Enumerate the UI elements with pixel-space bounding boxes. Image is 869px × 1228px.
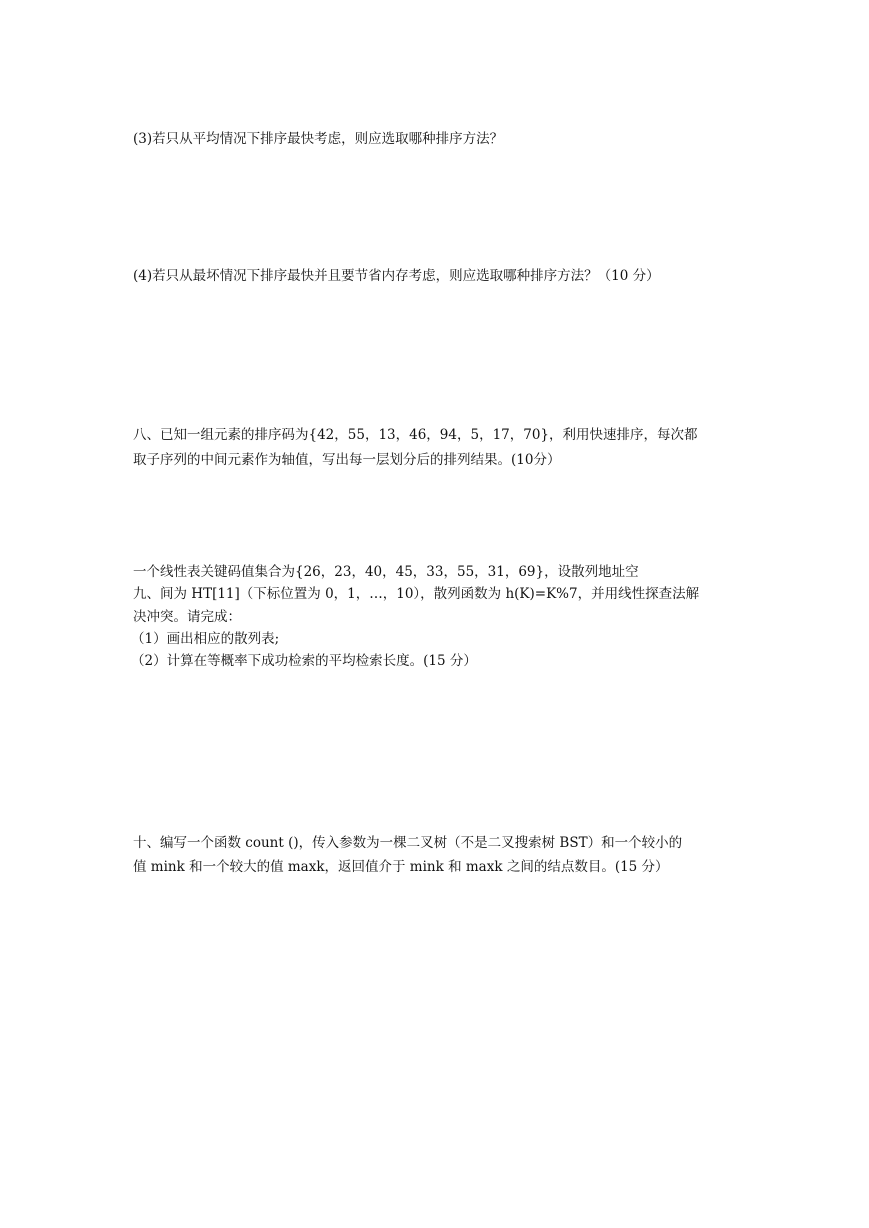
question-8-line-2: 取子序列的中间元素作为轴值，写出每一层划分后的排列结果。(10分）: [133, 452, 561, 468]
question-9-subquestion-2: （2）计算在等概率下成功检索的平均检索长度。(15 分）: [131, 653, 477, 669]
question-9-line-3: 决冲突。请完成：: [133, 609, 241, 625]
question-7-part-3: (3)若只从平均情况下排序最快考虑，则应选取哪种排序方法？: [133, 131, 504, 147]
question-10-line-1: 十、编写一个函数 count ()，传入参数为一棵二叉树（不是二叉搜索树 BST）和一个较小的: [133, 835, 683, 851]
question-9-line-1: 一个线性表关键码值集合为{26，23，40，45，33，55，31，69}，设散列地址空: [133, 564, 639, 580]
question-7-part-4: (4)若只从最坏情况下排序最快并且要节省内存考虑，则应选取哪种排序方法？（10 分）: [133, 268, 660, 284]
question-9-subquestion-1: （1）画出相应的散列表;: [131, 631, 280, 647]
question-9-line-2: 九、间为 HT[11]（下标位置为 0，1，…，10），散列函数为 h(K)=K%7，并用线性探查法解: [133, 586, 700, 602]
question-10-line-2: 值 mink 和一个较大的值 maxk，返回值介于 mink 和 maxk 之间的结点数目。(15 分）: [133, 859, 669, 875]
question-8-line-1: 八、已知一组元素的排序码为{42，55，13，46，94，5，17，70}，利用快速排序，每次都: [133, 427, 698, 443]
